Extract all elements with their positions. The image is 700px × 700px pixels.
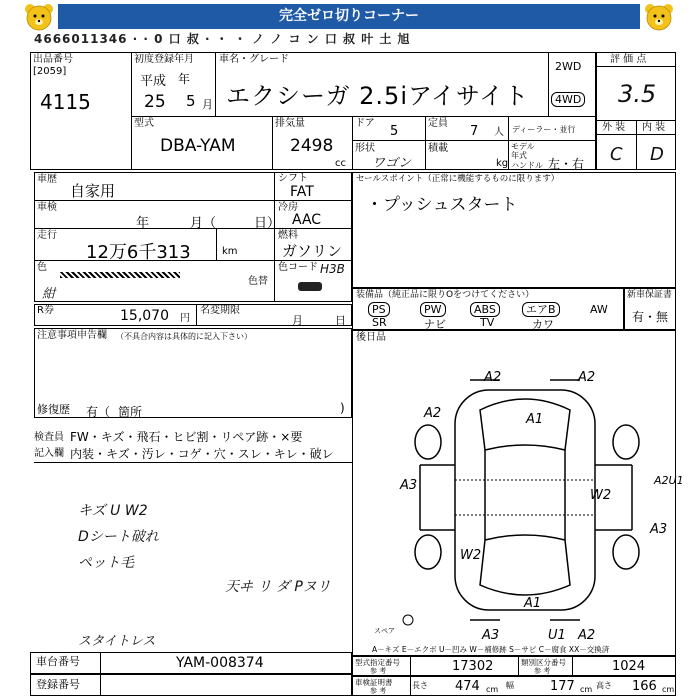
color-scribble [60,272,180,278]
name-change-day: 日 [335,314,346,327]
model-year-label: モデル年式 [511,142,535,160]
sales-point-label: セールスポイント（正常に機能するものに限ります） [356,174,560,184]
load-label: 積載 [428,143,448,154]
notes-sub: （不具合内容は具体的に記入下さい） [116,332,252,341]
bear-mascot-icon [22,2,56,32]
check-interior-items: 内装・キズ・汚レ・コゲ・穴・スレ・キレ・破レ [70,447,334,461]
displacement-value: 2498 [290,136,334,156]
damage-mark: W2 [590,488,612,503]
name-change-month: 月 [292,314,303,327]
damage-mark: A1 [526,412,544,427]
damage-mark: A2 [424,406,442,421]
damage-mark: W2 [460,548,482,563]
load-unit: kg [496,158,509,169]
damage-mark: A2 [578,370,596,385]
warranty-label: 新車保証書 [627,290,673,300]
lot-number: 4115 [40,90,91,114]
interior-value: D [650,144,664,165]
check-interior-label: 記入欄 [34,448,64,459]
dims-width-unit: cm [580,685,593,694]
repair-label: 修復歴 [37,403,70,416]
hand-note-3: ペット毛 [78,555,134,571]
dims-label: 車検証明書 [355,678,393,687]
reg-era: 平成 [140,74,167,89]
equipment-label: 装備品（純正品に限りOをつけてください） [356,290,535,300]
rear-seat-label: 後日品 [356,332,386,343]
equip-ps: PS [368,302,390,317]
dims-length: 474 [455,679,480,694]
dims-height-label: 高さ [596,681,612,690]
check-exterior-label: 検査員 [34,432,64,443]
dims-length-unit: cm [486,685,499,694]
registration-label: 登録番号 [36,678,80,691]
inspection-label: 車検 [37,202,57,213]
handle-label: ハンドル [511,161,543,170]
name-change-label: 名変期限 [200,305,240,316]
sales-point-item: ・プッシュスタート [366,195,518,215]
type-designation-sub: 参 考 [370,667,387,675]
mileage-label: 走行 [37,230,57,241]
equip-abs: ABS [470,302,500,317]
damage-mark: U1 [548,628,566,643]
color-code-scribble [298,282,322,291]
interior-label: 内 装 [642,122,666,133]
chassis-label: 車台番号 [36,655,80,668]
category-sub: 参 考 [534,667,551,675]
exterior-value: C [610,144,623,165]
doors-label: ドア [355,118,375,129]
capacity-label: 定員 [428,118,448,129]
shape-label: 形状 [355,143,375,154]
banner-title: 完全ゼロ切りコーナー [58,4,640,29]
drive-4wd-circled: 4WD [551,92,585,107]
inspection-year: 年 [136,216,150,231]
color-hand: 紺 [42,287,56,302]
equip-tv: TV [480,316,495,329]
category-value: 1024 [612,659,646,674]
hand-note-5: スタイトレス [78,634,156,649]
damage-mark: A3 [650,522,668,537]
equip-sr: SR [372,316,387,329]
score-label: 評 価 点 [610,54,647,65]
inspection-month: 月（ [190,216,217,231]
damage-mark: A2U1 [654,474,684,487]
equip-airbag: エアB [522,302,560,317]
recycle-label: R券 [37,305,54,316]
reg-label: 初度登録年月 [134,54,194,65]
lot-year-code: [2059] [33,66,67,77]
equip-leather: カワ [532,318,554,331]
chassis-value: YAM-008374 [176,655,264,671]
model-name-label: 車名・グレード [219,54,289,65]
top-partial-text: 4666011346 · · 0 口 叔 · ・ ・ ノ ノ コ ン 口 叔 叶 土 旭 [34,32,411,46]
displacement-unit: cc [335,158,346,169]
repair-unit: 箇所 [118,405,143,419]
dims-width: 177 [550,679,575,694]
shift-value: FAT [290,184,314,200]
displacement-label: 排気量 [275,118,305,129]
equip-pw: PW [420,302,446,317]
lot-label: 出品番号 [33,54,73,65]
dims-height-unit: cm [662,685,675,694]
damage-mark: A1 [524,596,542,611]
shift-label: シフト [278,173,308,184]
notes-label: 注意事項申告欄 [37,330,107,341]
damage-mark: A2 [484,370,502,385]
dims-length-label: 長さ [412,681,428,690]
color-code-label: 色コード [278,262,318,273]
hand-note-1: キズ U W2 [78,503,148,519]
type-value: DBA-YAM [160,136,236,156]
score-value: 3.5 [618,80,657,108]
repair-value: 有（ [86,405,111,419]
reg-month: 5 [186,92,196,110]
fuel-label: 燃料 [278,230,298,241]
model-name-value: エクシーガ 2.5iアイサイト [226,82,530,110]
dims-width-label: 幅 [506,681,514,690]
history-label: 車歴 [37,174,57,185]
dims-sub: 参 考 [370,687,387,695]
warranty-value: 有・無 [632,310,669,324]
dealer-label: ディーラー・並行 [512,125,576,134]
capacity-value: 7 [470,124,479,139]
damage-legend: A－キズ E－エクボ U－凹み W－補修跡 S－サビ C－腐食 XX－交換済 [372,645,610,654]
recycle-value: 15,070 [120,308,169,324]
hand-note-4: 天ヰ リ ダ Pヌリ [225,579,331,595]
doors-value: 5 [390,124,399,139]
damage-mark: A3 [482,628,500,643]
damage-mark: A3 [400,478,418,493]
aircon-label: 冷房 [278,202,298,213]
color-code-hand: H3B [320,262,345,276]
spare-label: スペア [374,627,395,635]
mileage-value: 12万6千313 [86,242,191,263]
type-designation-label: 型式指定番号 [355,658,400,667]
damage-mark: A2 [578,628,596,643]
inspection-day: 日） [254,216,281,231]
reg-year-unit: 年 [178,72,191,86]
reg-month-unit: 月 [202,98,213,111]
fuel-value: ガソリン [282,242,343,260]
check-exterior-items: FW・キズ・飛石・ヒビ割・リペア跡・×要 [70,430,303,444]
mileage-unit: km [222,246,238,257]
recycle-block [34,304,352,326]
type-label: 型式 [134,118,154,129]
aircon-value: AAC [292,212,322,228]
shape-value: ワゴン [372,156,412,171]
category-label: 類別区分番号 [521,658,566,667]
capacity-unit: 人 [494,127,504,138]
recycle-unit: 円 [180,313,190,324]
color-label: 色 [37,262,47,273]
paint-label: 色替 [248,276,268,287]
history-value: 自家用 [70,182,116,200]
exterior-label: 外 装 [602,122,626,133]
reg-year: 25 [144,92,166,112]
hand-note-2: Dシート破れ [78,529,159,545]
drive-2wd: 2WD [555,60,582,73]
dims-height: 166 [632,679,657,694]
dims-block [352,676,676,696]
type-designation-value: 17302 [452,659,494,674]
equip-aw: AW [590,303,608,316]
handle-value: 左・右 [548,157,585,171]
equip-navi: ナビ [424,318,446,331]
bear-mascot-icon [642,2,676,32]
